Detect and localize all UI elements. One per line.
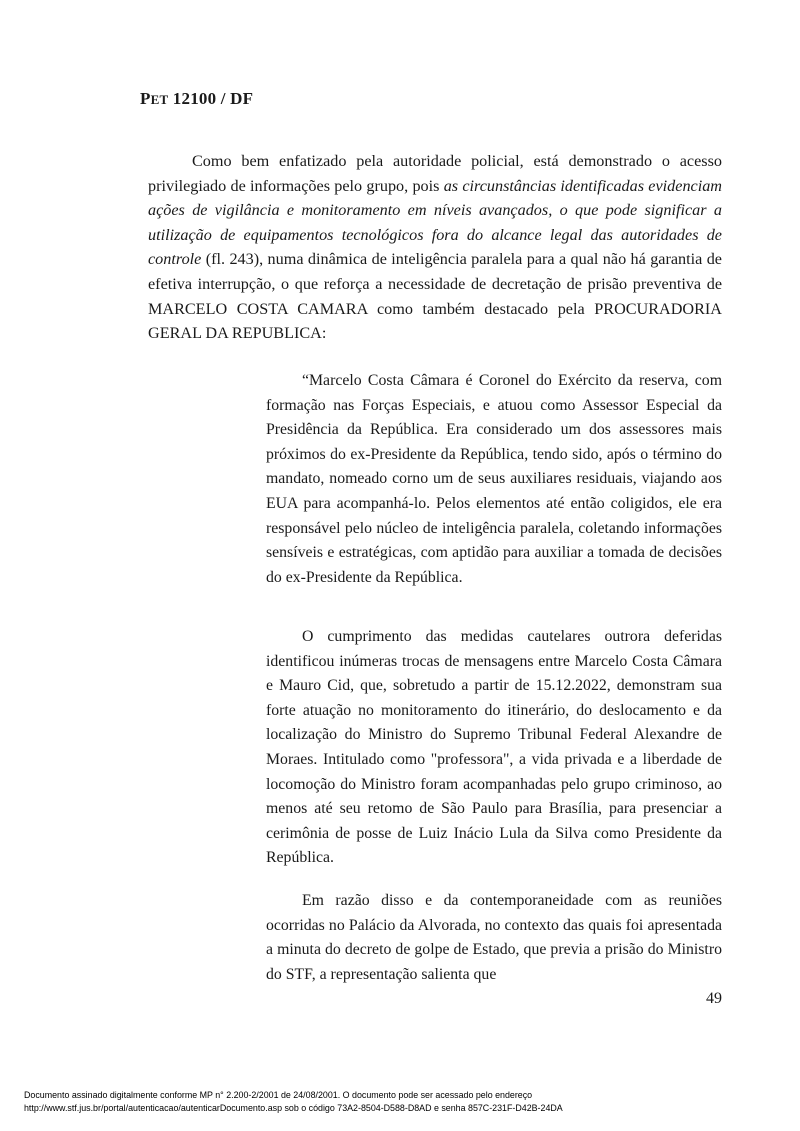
page-header <box>140 89 253 109</box>
quote-paragraph-1: “Marcelo Costa Câmara é Coronel do Exército da reserva, com formação nas Forças Especiais, e atuou como Assessor Especial da Presidência da República. Era considerado um dos assessores mais próximos do ex-Presidente da República, tendo sido, após o término do mandato, nomeado corno um de seus auxiliares residuais, viajando aos EUA para acompanhá-lo. Pelos elementos até então coligidos, ele era responsável pelo núcleo de inteligência paralela, coletando informações sensíveis e estratégicas, com aptidão para auxiliar a tomada de decisões do ex-Presidente da República. <box>266 372 722 586</box>
page-number: 49 <box>706 990 722 1007</box>
paragraph-rest: (fl. 243), numa dinâmica de inteligência paralela para a qual não há garantia de efetiva interrupção, o que reforça a necessidade de decretação de prisão preventiva de MARCELO COSTA CAMARA como também destacado pela PROCURADORIA GERAL DA REPUBLICA: <box>148 250 722 343</box>
header-pet-rest: ET <box>150 92 169 107</box>
footer-line-1: Documento assinado digitalmente conforme MP n° 2.200-2/2001 de 24/08/2001. O documento pode ser acessado pelo endereço <box>24 1090 533 1100</box>
paragraph-intro: Como bem enfatizado pela autoridade policial, está demonstrado o acesso privilegiado de informações pelo grupo, pois <box>148 152 722 195</box>
footer-line-2: http://www.stf.jus.br/portal/autenticacao/autenticarDocumento.asp sob o código 73A2-8504-D588-D8AD e senha 857C-231F-D42B-24DA <box>24 1102 563 1113</box>
quote-paragraph-2: O cumprimento das medidas cautelares outrora deferidas identificou inúmeras trocas de mensagens entre Marcelo Costa Câmara e Mauro Cid, que, sobretudo a partir de 15.12.2022, demonstram sua forte atuação no monitoramento do itinerário, do deslocamento e da localização do Ministro do Supremo Tribunal Federal Alexandre de Moraes. Intitulado como "professora", a vida privada e a liberdade de locomoção do Ministro foram acompanhadas pelo grupo criminoso, ao menos até seu retomo de São Paulo para Brasília, para presenciar a cerimônia de posse de Luiz Inácio Lula da Silva como Presidente da República. <box>266 628 722 867</box>
signature-footer <box>24 1089 784 1114</box>
paragraph-italic-citation: as circunstâncias identificadas evidenciam ações de vigilância e monitoramento em níveis avançados, o que pode significar a utilização de equipamentos tecnológicos fora do alcance legal das autoridades de controle <box>148 176 722 269</box>
quote-paragraph-3: Em razão disso e da contemporaneidade com as reuniões ocorridas no Palácio da Alvorada, no contexto das quais foi apresentada a minuta do decreto de golpe de Estado, que previa a prisão do Ministro do STF, a representação salienta que <box>266 892 722 983</box>
header-pet-initial: P <box>140 89 151 108</box>
body-paragraph <box>148 149 722 346</box>
header-case-number: 12100 / DF <box>172 89 254 108</box>
